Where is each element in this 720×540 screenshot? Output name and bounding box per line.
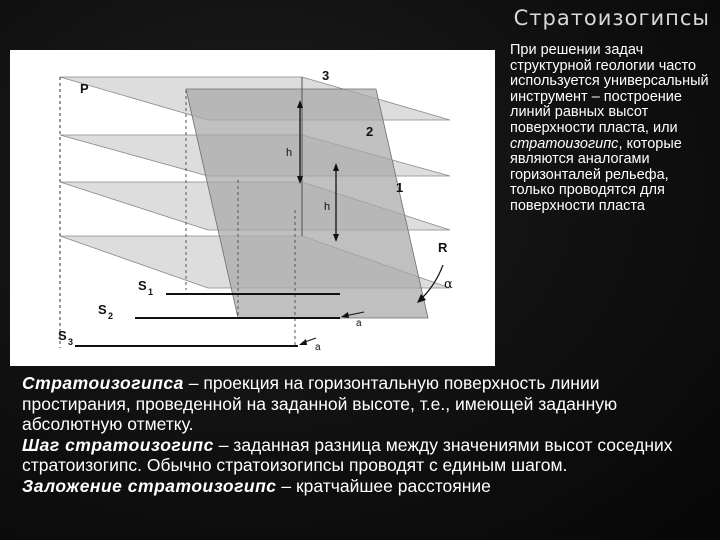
intro-text-italic: стратоизогипс (510, 135, 619, 152)
label-s1-sub: 1 (148, 287, 154, 297)
label-s2-sub: 2 (108, 311, 114, 321)
label-plane-r: R (438, 240, 448, 255)
label-plane-p: P (80, 81, 89, 96)
label-plane-2: 2 (366, 124, 374, 139)
definition-text-3: – кратчайшее расстояние (276, 475, 491, 496)
diagram-svg (10, 50, 495, 366)
label-s3-sub: 3 (68, 337, 74, 347)
label-s2: S (98, 302, 107, 317)
label-a-lower: a (315, 342, 321, 353)
label-s1: S (138, 278, 147, 293)
term-stratoisohypse: Стратоизогипса (22, 373, 184, 393)
intro-paragraph (510, 43, 715, 215)
spacing-a-lower-head (299, 339, 307, 345)
definition-text-2: – заданная разница между значениями высот соседних стратоизогипс. Обычно стратоизогипсы проводят с единым шагом. (22, 434, 673, 476)
intro-text-part2: , которые являются аналогами горизонталей рельефа, только проводятся для поверхности пласта (510, 135, 682, 214)
definitions-block (22, 373, 712, 497)
definition-spacing (22, 476, 712, 497)
stratoisohypse-diagram (10, 50, 495, 366)
label-h-lower: h (324, 201, 331, 213)
definition-stratoisohypse (22, 373, 712, 435)
label-h-upper: h (286, 147, 293, 159)
definition-interval (22, 435, 712, 476)
label-plane-3: 3 (322, 68, 330, 83)
label-plane-1: 1 (396, 180, 404, 195)
definition-text-1: – проекция на горизонтальную поверхность линии простирания, проведенной на заданной высоте, т.е., имеющей заданную абсолютную отметку. (22, 373, 618, 435)
term-interval: Шаг стратоизогипс (22, 434, 214, 455)
term-spacing: Заложение стратоизогипс (22, 475, 277, 496)
slide-title: Стратоизогипсы (513, 6, 710, 30)
label-alpha: α (444, 277, 453, 292)
label-a-upper: a (356, 318, 362, 329)
label-s3: S (58, 328, 67, 343)
intro-text-part1: При решении задач структурной геологии часто используется универсальный инструмент – построение линий равных высот поверхности пласта, или (510, 42, 709, 136)
